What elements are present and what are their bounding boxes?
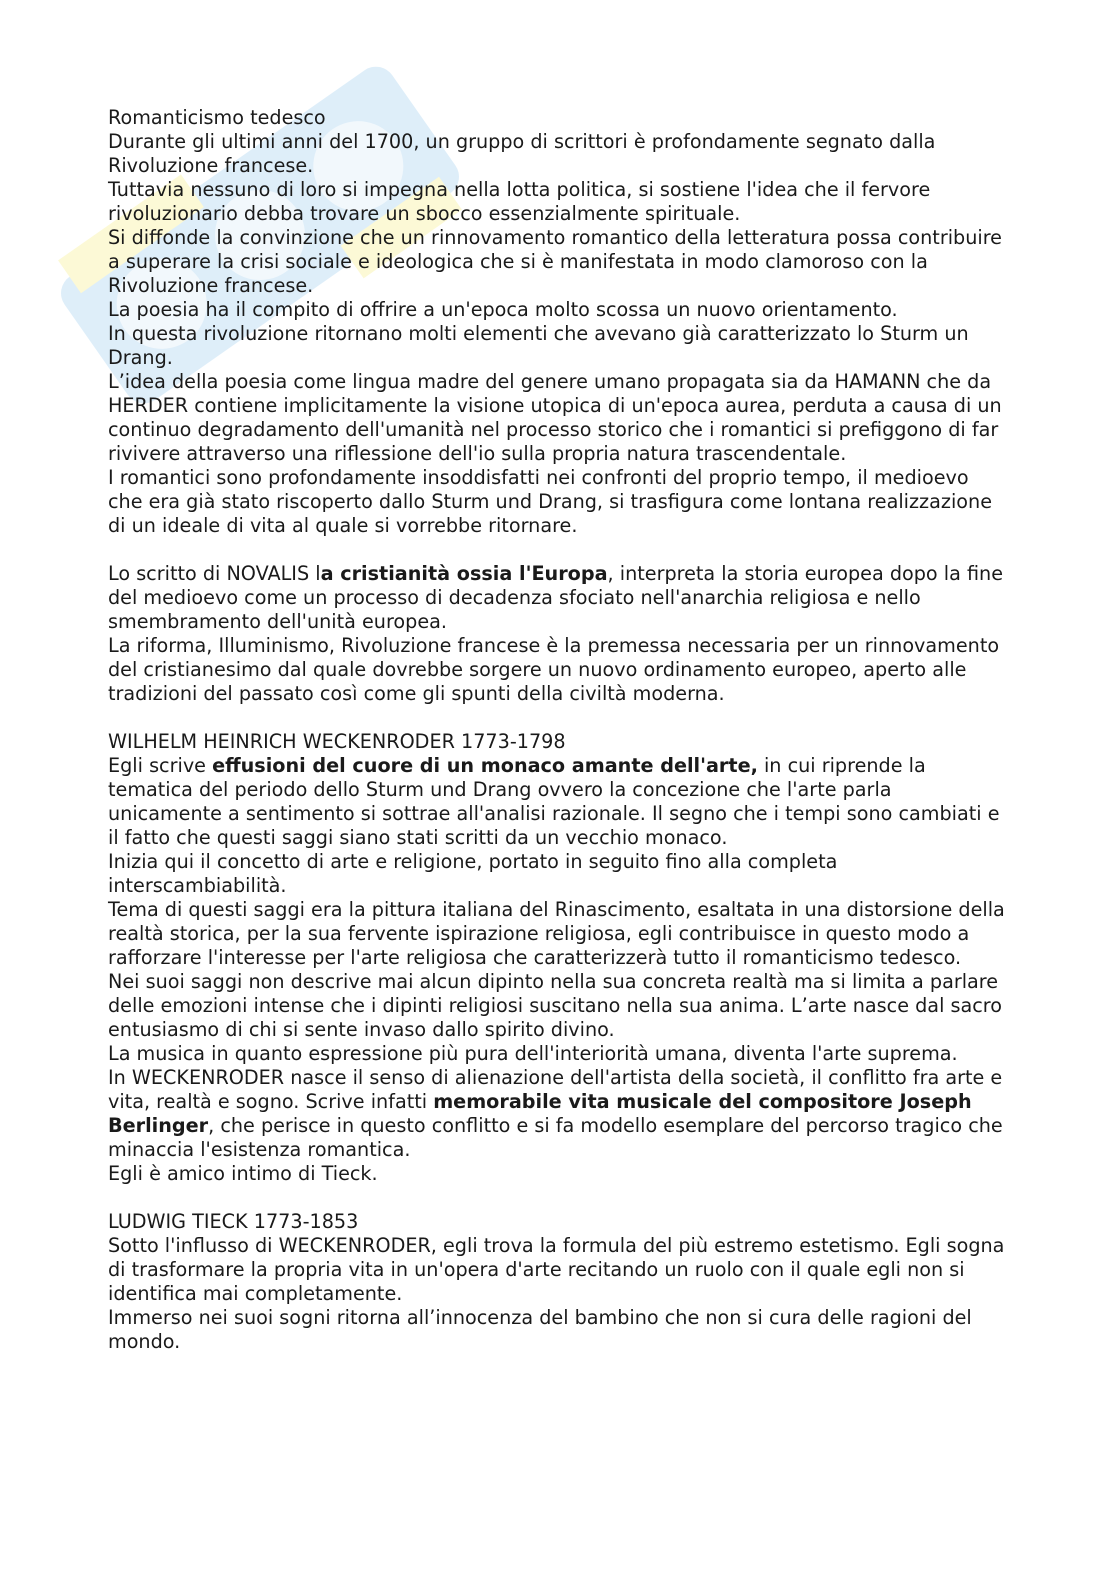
document-title: Romanticismo tedesco [108, 106, 326, 129]
paragraph [108, 562, 1008, 634]
section-heading: LUDWIG TIECK 1773-1853 [108, 1210, 359, 1233]
spacer [108, 538, 1008, 562]
text-run: , interpreta la storia europea dopo la fine del medioevo come un processo di decadenza sfociato nell'anarchia religiosa e nello smembramento dell'unità europea. [108, 562, 1010, 633]
document-body [108, 106, 1011, 1354]
bold-title: effusioni del cuore di un monaco amante dell'arte, [212, 754, 758, 777]
paragraph [108, 754, 1008, 850]
paragraph: La musica in quanto espressione più pura dell'interiorità umana, diventa l'arte suprema. [108, 1042, 958, 1065]
paragraph: La riforma, Illuminismo, Rivoluzione francese è la premessa necessaria per un rinnovamento del cristianesimo dal quale dovrebbe sorgere un nuovo ordinamento europeo, aperto alle tradizioni del passato così come gli spunti della civiltà moderna. [108, 634, 1006, 705]
paragraph: Tema di questi saggi era la pittura italiana del Rinascimento, esaltata in una distorsione della realtà storica, per la sua fervente ispirazione religiosa, egli contribuisce in questo modo a rafforzare l'interesse per l'arte religiosa che caratterizzerà tutto il romanticismo tedesco. [108, 898, 1011, 969]
text-run: In WECKENRODER nasce il senso di alienazione dell'artista della società, il conflitto fra arte e vita, realtà e sogno. Scrive infatti [108, 1066, 1009, 1113]
paragraph: Nei suoi saggi non descrive mai alcun dipinto nella sua concreta realtà ma si limita a parlare delle emozioni intense che i dipinti religiosi suscitano nella sua anima. L’arte nasce dal sacro entusiasmo di chi si sente invaso dallo spirito divino. [108, 970, 1009, 1041]
paragraph: Inizia qui il concetto di arte e religione, portato in seguito fino alla completa interscambiabilità. [108, 850, 844, 897]
text-run: Lo scritto di NOVALIS l [108, 562, 321, 585]
paragraph: L’idea della poesia come lingua madre del genere umano propagata sia da HAMANN che da HERDER contiene implicitamente la visione utopica di un'epoca aurea, perduta a causa di un continuo degradamento dell'umanità nel processo storico che i romantici si prefiggono di far rivivere attraverso una riflessione dell'io sulla propria natura trascendentale. [108, 370, 1008, 465]
paragraph [108, 1066, 1008, 1162]
text-run: , che perisce in questo conflitto e si fa modello esemplare del percorso tragico che minaccia l'esistenza romantica. [108, 1114, 1009, 1161]
paragraph: Si diffonde la convinzione che un rinnovamento romantico della letteratura possa contribuire a superare la crisi sociale e ideologica che si è manifestata in modo clamoroso con la Rivoluzione francese. [108, 226, 1009, 297]
paragraph: Egli è amico intimo di Tieck. [108, 1162, 378, 1185]
section-heading: WILHELM HEINRICH WECKENRODER 1773-1798 [108, 730, 566, 753]
paragraph: Tuttavia nessuno di loro si impegna nella lotta politica, si sostiene l'idea che il fervore rivoluzionario debba trovare un sbocco essenzialmente spirituale. [108, 178, 937, 225]
paragraph: In questa rivoluzione ritornano molti elementi che avevano già caratterizzato lo Sturm un Drang. [108, 322, 975, 369]
paragraph: La poesia ha il compito di offrire a un'epoca molto scossa un nuovo orientamento. [108, 298, 898, 321]
bold-title: memorabile vita musicale del compositore Joseph Berlinger [108, 1090, 979, 1137]
paragraph: Durante gli ultimi anni del 1700, un gruppo di scrittori è profondamente segnato dalla Rivoluzione francese. [108, 130, 942, 177]
bold-title: a cristianità ossia l'Europa [320, 562, 608, 585]
paragraph: I romantici sono profondamente insoddisfatti nei confronti del proprio tempo, il medioevo che era già stato riscoperto dallo Sturm und Drang, si trasfigura come lontana realizzazione di un ideale di vita al quale si vorrebbe ritornare. [108, 466, 999, 537]
spacer [108, 706, 1008, 730]
text-run: Egli scrive [108, 754, 213, 777]
text-run: in cui riprende la tematica del periodo dello Sturm und Drang ovvero la concezione che l'arte parla unicamente a sentimento si sottrae all'analisi razionale. Il segno che i tempi sono cambiati e il fatto che questi saggi siano stati scritti da un vecchio monaco. [108, 754, 1006, 849]
paragraph: Sotto l'influsso di WECKENRODER, egli trova la formula del più estremo estetismo. Egli sogna di trasformare la propria vita in un'opera d'arte recitando un ruolo con il quale egli non si identifica mai completamente. [108, 1234, 1011, 1305]
paragraph: Immerso nei suoi sogni ritorna all’innocenza del bambino che non si cura delle ragioni del mondo. [108, 1306, 978, 1353]
spacer [108, 1186, 1008, 1210]
